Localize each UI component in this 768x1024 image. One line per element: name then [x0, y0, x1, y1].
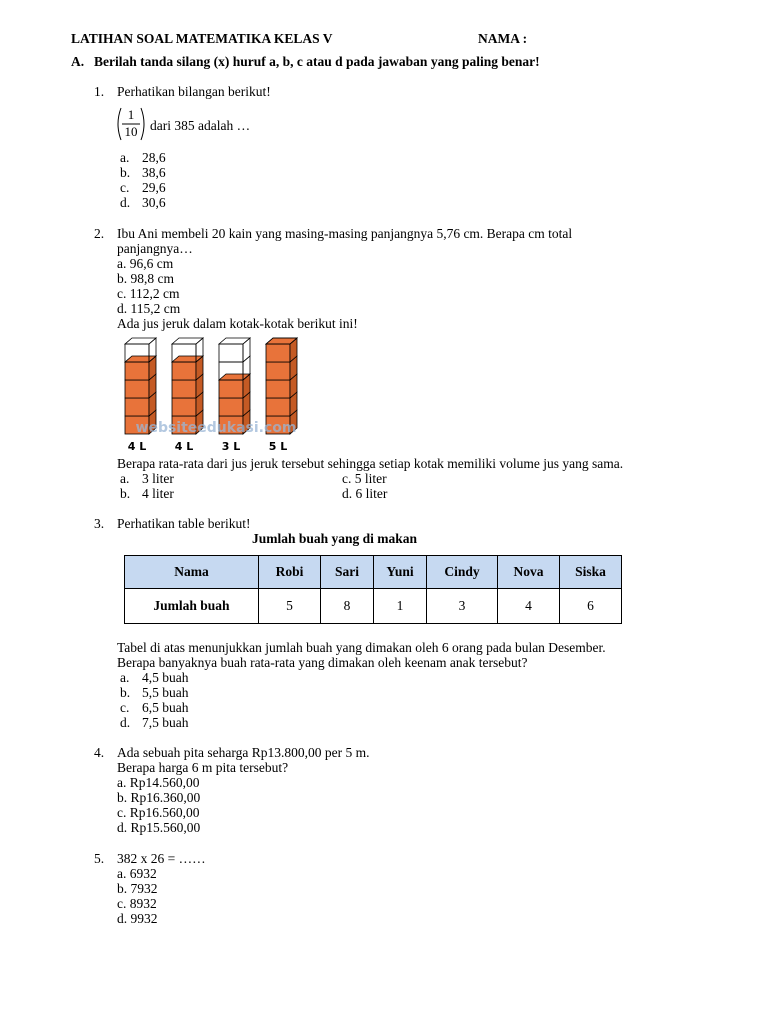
q5-option-a: a. 6932	[117, 866, 157, 881]
table-row	[125, 589, 622, 624]
juice-unit-front	[266, 380, 290, 398]
q3-number: 3.	[94, 516, 105, 531]
q5-body	[117, 851, 206, 926]
table-header-cell: Siska	[560, 556, 622, 589]
q4-option-b: b. Rp16.360,00	[117, 790, 201, 805]
q4-body	[117, 745, 369, 835]
juice-unit-front	[172, 362, 196, 380]
table-header-row	[125, 556, 622, 589]
juice-boxes-figure	[116, 336, 316, 456]
q3-text: Perhatikan table berikut!	[117, 516, 251, 531]
q4-option-d: d. Rp15.560,00	[117, 820, 201, 835]
q1-fraction-numerator: 1	[127, 107, 135, 122]
q2-body	[117, 226, 572, 331]
q3-table-title: Jumlah buah yang di makan	[252, 531, 418, 546]
table-cell: 6	[560, 589, 622, 624]
q2-line1: Ibu Ani membeli 20 kain yang masing-masing panjangnya 5,76 cm. Berapa cm total	[117, 226, 573, 241]
q5-option-d: d. 9932	[117, 911, 158, 926]
box-volume-label: 4 L	[127, 440, 147, 453]
table-cell: 4	[498, 589, 560, 624]
q2-option-d: d. 115,2 cm	[117, 301, 181, 316]
table-header-cell: Cindy	[427, 556, 498, 589]
q2-juice-intro: Ada jus jeruk dalam kotak-kotak berikut ini!	[117, 316, 358, 331]
q4-number: 4.	[94, 745, 105, 760]
watermark-text: websiteedukasi.com	[135, 420, 297, 436]
q1-fraction	[114, 106, 148, 142]
q3-desc-line2: Berapa banyaknya buah rata-rata yang dimakan oleh keenam anak tersebut?	[117, 655, 528, 670]
q1-after-fraction: dari 385 adalah …	[150, 118, 251, 133]
box-volume-label: 4 L	[174, 440, 194, 453]
q3-option-d: d. 7,5 buah	[120, 715, 189, 730]
q3-options	[120, 670, 189, 730]
juice-unit-front	[266, 362, 290, 380]
q4-option-a: a. Rp14.560,00	[117, 775, 200, 790]
q5-number: 5.	[94, 851, 105, 866]
q3-desc-line1: Tabel di atas menunjukkan jumlah buah yang dimakan oleh 6 orang pada bulan Desember.	[117, 640, 606, 655]
q3-option-c: c. 6,5 buah	[120, 700, 189, 715]
q5-option-b: b. 7932	[117, 881, 158, 896]
q3-option-b: b. 5,5 buah	[120, 685, 189, 700]
q1-option-c: c. 29,6	[120, 180, 166, 195]
q2-juice-options-right	[342, 471, 387, 501]
juice-unit-front	[172, 398, 196, 416]
q2-number: 2.	[94, 226, 105, 241]
q2-juice-option-c: c. 5 liter	[342, 471, 387, 486]
table-header-cell: Nova	[498, 556, 560, 589]
q4-line2: Berapa harga 6 m pita tersebut?	[117, 760, 289, 775]
table-header-cell: Sari	[321, 556, 374, 589]
q1-fraction-denominator: 10	[124, 124, 138, 139]
juice-unit-front	[266, 398, 290, 416]
q1-options	[120, 150, 166, 210]
box-top	[172, 338, 203, 344]
q1-option-d: d. 30,6	[120, 195, 166, 210]
table-cell: Jumlah buah	[125, 589, 259, 624]
table-cell: 1	[374, 589, 427, 624]
table-header-cell: Yuni	[374, 556, 427, 589]
q1-option-b: b. 38,6	[120, 165, 166, 180]
box-top	[219, 338, 250, 344]
box-volume-label: 5 L	[268, 440, 288, 453]
box-top	[125, 338, 156, 344]
fruit-table	[124, 555, 622, 624]
q1-option-a: a. 28,6	[120, 150, 166, 165]
q2-juice-question: Berapa rata-rata dari jus jeruk tersebut sehingga setiap kotak memiliki volume jus yang sama.	[117, 456, 624, 471]
q2-line2: panjangnya…	[117, 241, 193, 256]
empty-unit-front	[219, 344, 243, 362]
name-label: NAMA :	[478, 31, 528, 46]
table-header-cell: Robi	[259, 556, 321, 589]
table-cell: 8	[321, 589, 374, 624]
juice-unit-front	[125, 380, 149, 398]
section-instruction: Berilah tanda silang (x) huruf a, b, c atau d pada jawaban yang paling benar!	[94, 54, 540, 69]
juice-unit-front	[125, 398, 149, 416]
juice-unit-front	[172, 380, 196, 398]
juice-unit-front	[266, 344, 290, 362]
table-header-cell: Nama	[125, 556, 259, 589]
q3-description	[117, 640, 606, 670]
q2-option-b: b. 98,8 cm	[117, 271, 174, 286]
q2-option-a: a. 96,6 cm	[117, 256, 174, 271]
section-letter: A.	[71, 54, 85, 69]
worksheet-title: LATIHAN SOAL MATEMATIKA KELAS V	[71, 31, 333, 46]
q2-option-c: c. 112,2 cm	[117, 286, 180, 301]
table-cell: 5	[259, 589, 321, 624]
table-cell: 3	[427, 589, 498, 624]
q2-juice-option-d: d. 6 liter	[342, 486, 388, 501]
q4-line1: Ada sebuah pita seharga Rp13.800,00 per 5 m.	[117, 745, 370, 760]
q2-juice-option-a: a. 3 liter	[120, 471, 174, 486]
q5-option-c: c. 8932	[117, 896, 157, 911]
q2-juice-option-b: b. 4 liter	[120, 486, 174, 501]
juice-unit-front	[125, 362, 149, 380]
q3-option-a: a. 4,5 buah	[120, 670, 189, 685]
juice-unit-front	[219, 398, 243, 416]
juice-unit-front	[219, 380, 243, 398]
q2-juice-options-left	[120, 471, 174, 501]
empty-unit-side	[243, 338, 250, 362]
q1-text: Perhatikan bilangan berikut!	[117, 84, 271, 99]
q1-number: 1.	[94, 84, 105, 99]
q5-text: 382 x 26 = ……	[117, 851, 206, 866]
q4-option-c: c. Rp16.560,00	[117, 805, 200, 820]
box-volume-label: 3 L	[221, 440, 241, 453]
